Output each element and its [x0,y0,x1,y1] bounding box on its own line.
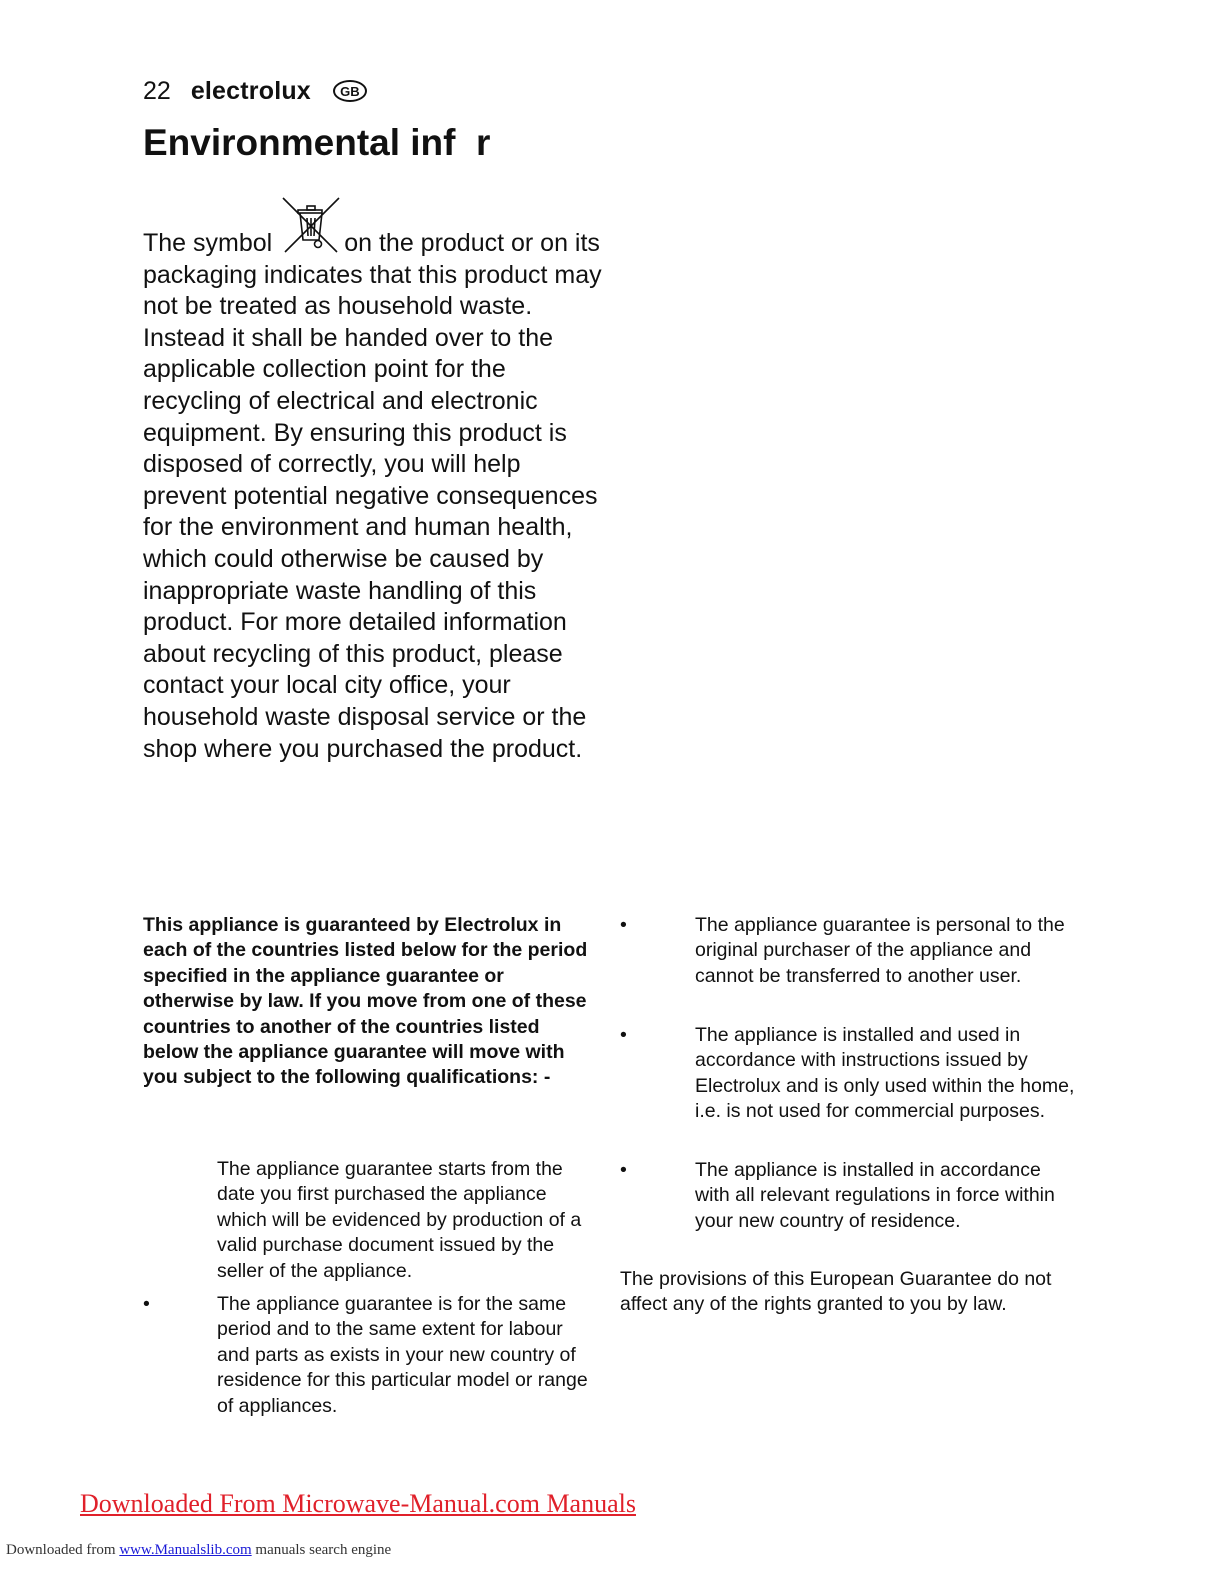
source-footer [6,1542,391,1559]
guarantee-item-5: The appliance is installed in accordance with all relevant regulations in force within your new country of residence. [695,1159,1055,1232]
env-text-after-symbol: on the product or on its packaging indicates that this product may not be treated as household waste. Instead it shall be handed over to the applicable collection point for the recycling of electrical and electronic equipment. By ensuring this product is disposed of correctly, you will help prevent potential negative consequences for the environment and human health, which could otherwise be caused by inappropriate waste handling of this product. For more detailed information about recycling of this product, please contact your local city office, your household waste disposal service or the shop where you purchased the product. [143,229,602,763]
manualslib-link[interactable]: www.Manualslib.com [119,1542,252,1558]
bullet-item-2: • [143,1293,150,1315]
guarantee-item-2: The appliance guarantee is for the same period and to the same extent for labour and parts as exists in your new country of residence for this particular model or range of appliances. [217,1293,588,1417]
environment-paragraph [143,228,603,765]
region-badge: GB [333,80,367,102]
footer-prefix: Downloaded from [6,1542,116,1558]
guarantee-closing: The provisions of this European Guarantee do not affect any of the rights granted to you by law. [620,1268,1052,1316]
page-header [143,74,367,108]
download-banner-link[interactable]: Downloaded From Microwave-Manual.com Manuals [80,1489,636,1518]
bullet-item-3: • [620,914,627,936]
guarantee-item-3: The appliance guarantee is personal to the original purchaser of the appliance and cannot be transferred to another user. [695,914,1065,987]
page-number: 22 [143,76,171,105]
footer-suffix: manuals search engine [255,1542,392,1558]
brand-logo: electrolux [190,76,311,105]
bullet-item-4: • [620,1024,627,1046]
guarantee-item-4: The appliance is installed and used in accordance with instructions issued by Electrolux and is only used within the home, i.e. is not used for commercial purposes. [695,1024,1075,1123]
guarantee-item-1: The appliance guarantee starts from the date you first purchased the appliance which will be evidenced by production of a valid purchase document issued by the seller of the appliance. [217,1158,582,1282]
bullet-item-5: • [620,1159,627,1181]
section-title: Environmental inf r [143,122,491,163]
guarantee-intro: This appliance is guaranteed by Electrolux in each of the countries listed below for the period specified in the appliance guarantee or otherwise by law. If you move from one of these countries to another of the countries listed below the appliance guarantee will move with you subject to the following qualifications: - [143,914,588,1089]
env-text-before-symbol: The symbol [143,229,273,257]
